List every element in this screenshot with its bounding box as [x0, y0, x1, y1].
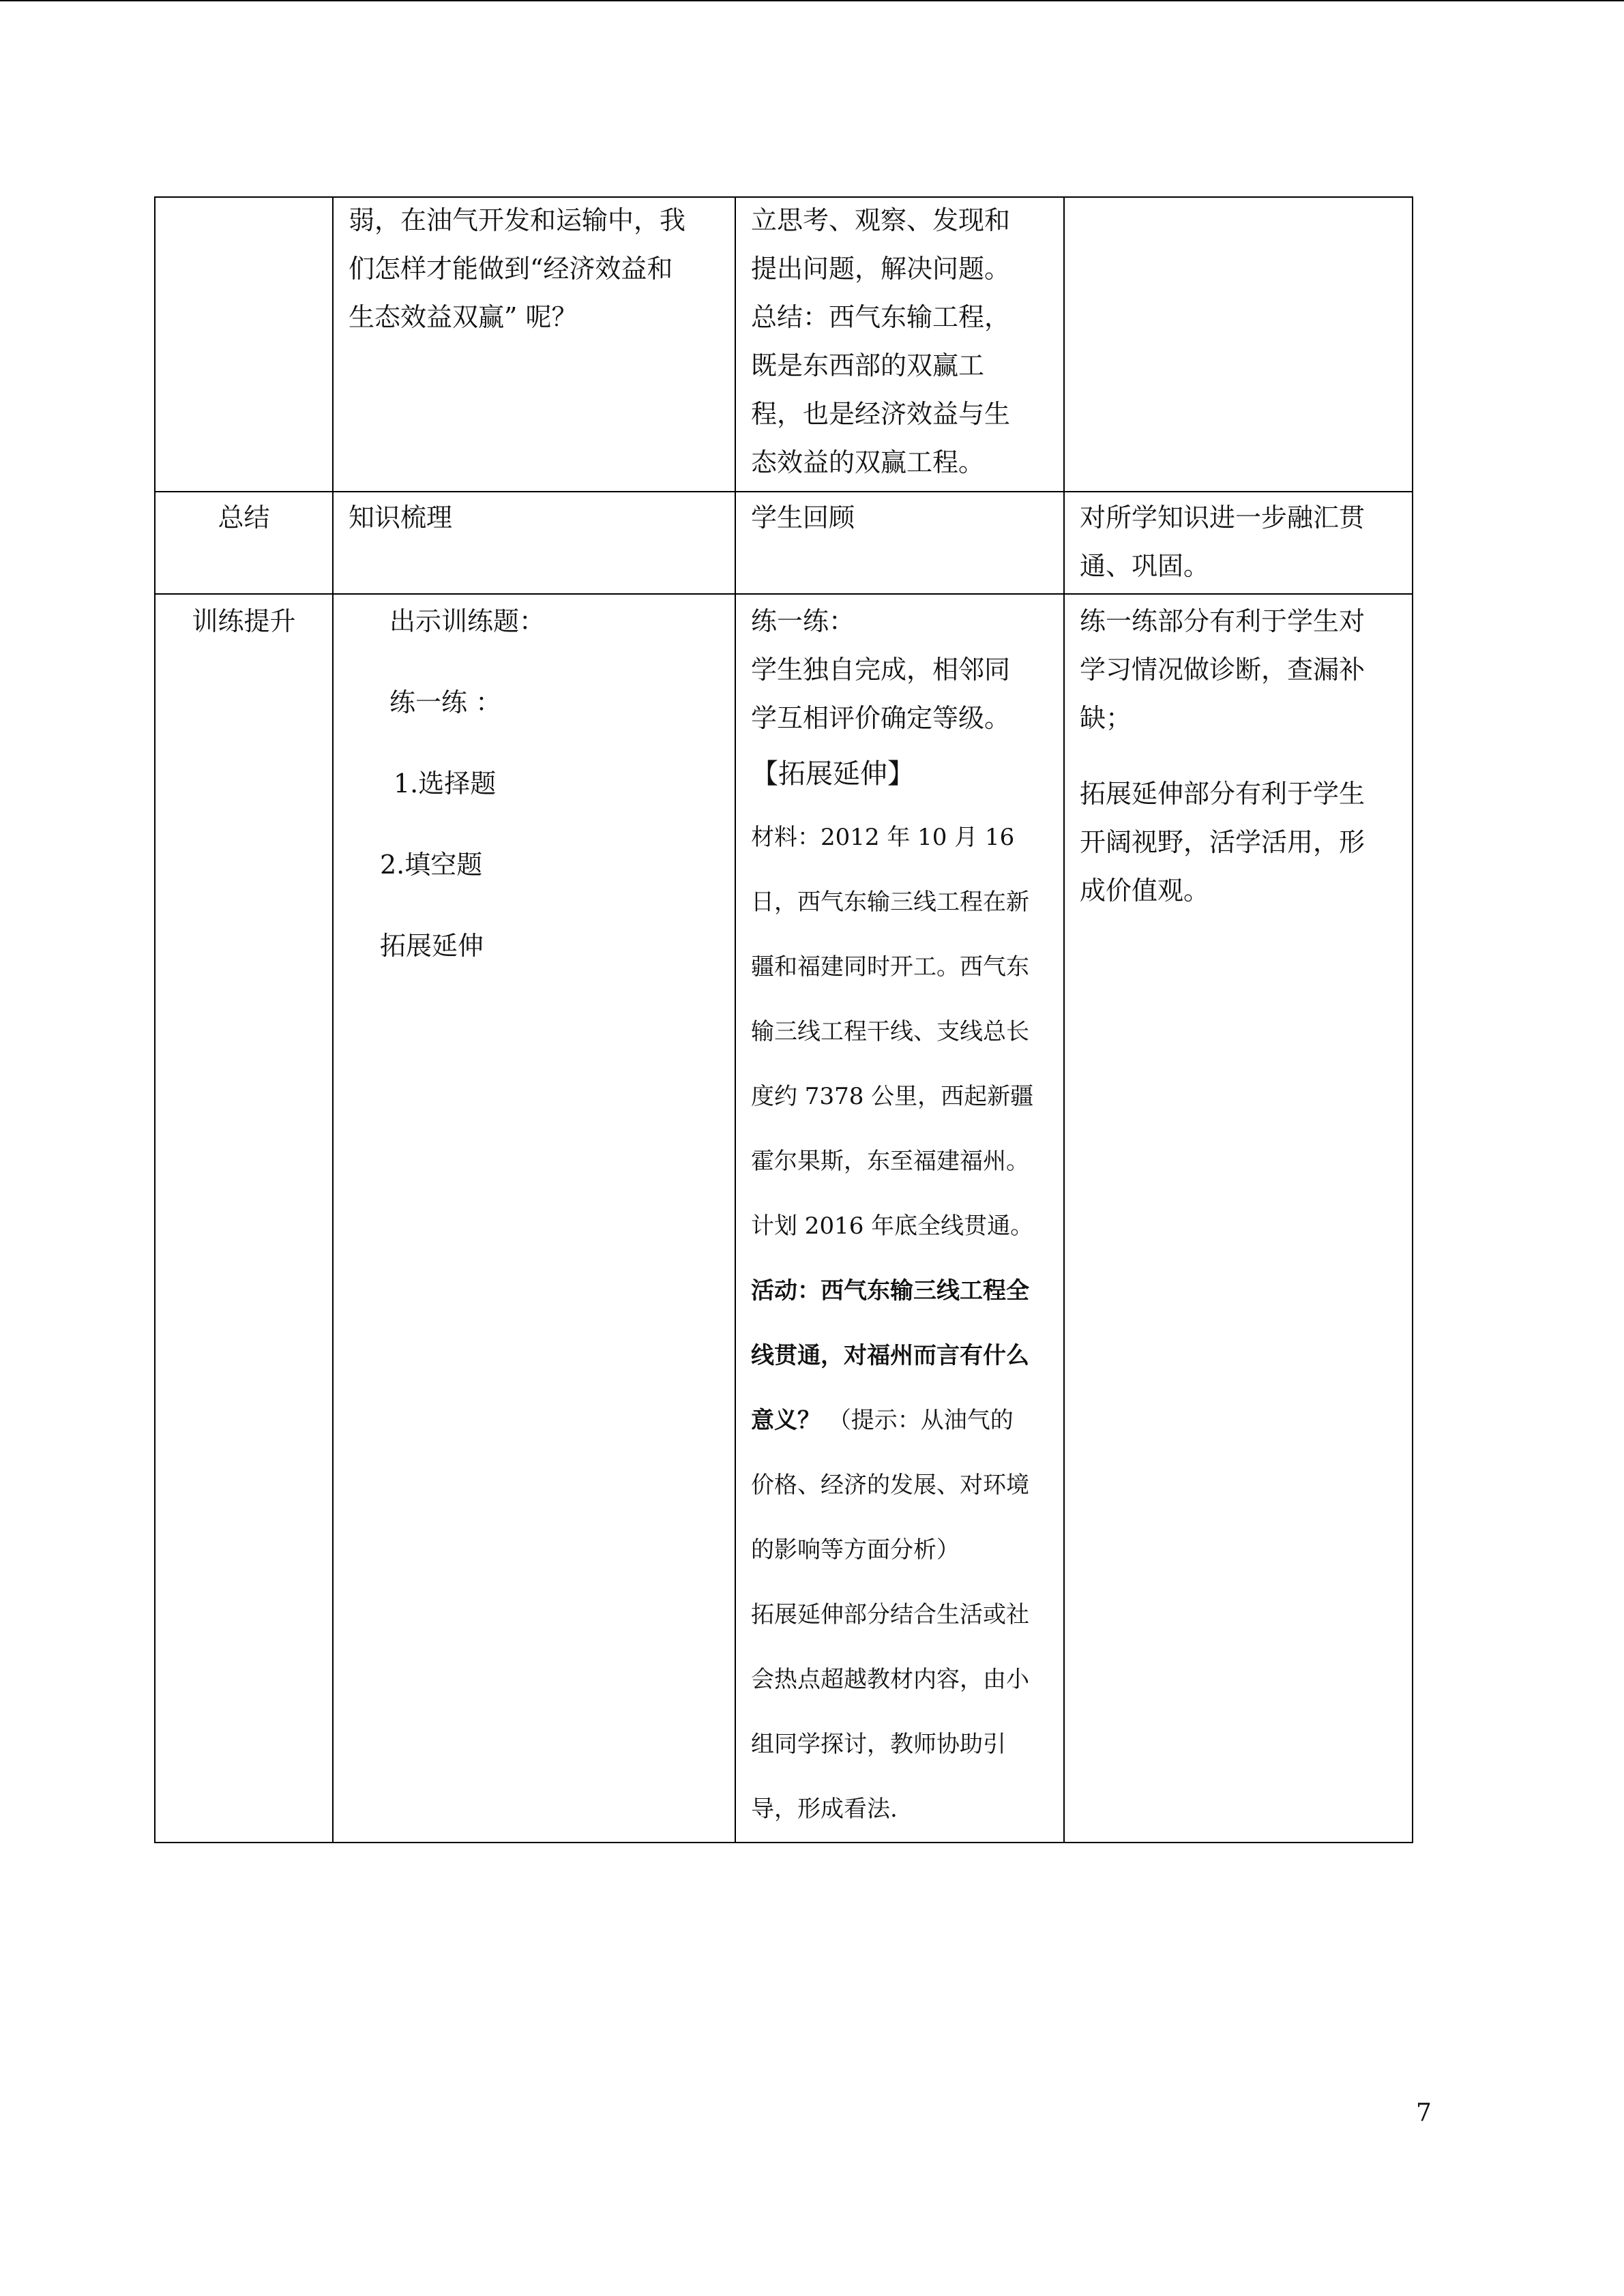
table-row [155, 594, 1413, 1843]
stage-label: 训练提升 [192, 606, 296, 636]
stage-cell [155, 492, 333, 594]
text-line: 霍尔果斯，东至福建福州。 [751, 1148, 1029, 1175]
text-line: 缺； [1080, 703, 1132, 733]
text-line: 组同学探讨，教师协助引 [751, 1731, 1006, 1758]
page-top-rule [0, 0, 1624, 1]
text-line: 提出问题，解决问题。 [751, 254, 1011, 284]
extension-material [751, 805, 1048, 1842]
activity-question-line [751, 1388, 1048, 1453]
stage-label: 总结 [218, 503, 270, 533]
text-line: 弱，在油气开发和运输中，我 [349, 205, 686, 235]
teacher-activity-cell [333, 492, 735, 594]
text-line: 生态效益双赢” 呢？ [349, 302, 578, 332]
text-line: 拓展延伸部分有利于学生 [1080, 779, 1365, 809]
text-line: 拓展延伸 [380, 931, 484, 961]
text-line: 1.选择题 [394, 769, 497, 799]
activity-question: 意义？ [751, 1407, 821, 1434]
text-line: 学生回顾 [751, 503, 855, 533]
text-line: 开阔视野，活学活用，形 [1080, 827, 1365, 857]
text-line: 活动：西气东输三线工程全 [751, 1277, 1029, 1304]
lesson-plan-table [154, 196, 1413, 1843]
text-line: 日，西气东输三线工程在新 [751, 889, 1029, 916]
teacher-activity-cell [333, 197, 735, 492]
text-line: 通、巩固。 [1080, 551, 1210, 581]
text-line: 立思考、观察、发现和 [751, 205, 1011, 235]
text-line: 学生独自完成，相邻同 [751, 655, 1011, 685]
design-intent-cell [1064, 197, 1413, 492]
text-line: 的影响等方面分析） [751, 1536, 960, 1564]
text-line: 线贯通，对福州而言有什么 [751, 1342, 1029, 1369]
text-line: 对所学知识进一步融汇贯 [1080, 503, 1365, 533]
text-line: 成价值观。 [1080, 876, 1210, 906]
text-line: 材料：2012 年 10 月 16 [751, 824, 1015, 851]
student-activity-cell [735, 197, 1064, 492]
table-row [155, 197, 1413, 492]
text-line: 们怎样才能做到“经济效益和 [349, 254, 673, 284]
text-line: 导，形成看法. [751, 1795, 898, 1823]
text-line: 学习情况做诊断，查漏补 [1080, 655, 1365, 685]
text-line: 会热点超越教材内容，由小 [751, 1666, 1029, 1693]
page-number: 7 [1416, 2099, 1432, 2127]
teacher-activity-cell [333, 594, 735, 1843]
text-line: 出示训练题： [389, 606, 546, 636]
text-line: 练一练： [751, 606, 855, 636]
text-line: 价格、经济的发展、对环境 [751, 1472, 1029, 1499]
text-line: 疆和福建同时开工。西气东 [751, 953, 1029, 981]
text-line: 度约 7378 公里，西起新疆 [751, 1083, 1034, 1110]
activity-hint: （提示：从油气的 [827, 1407, 1014, 1434]
text-line: 练一练 ： [389, 687, 502, 717]
design-intent-cell [1064, 594, 1413, 1843]
student-activity-cell [735, 594, 1064, 1843]
stage-cell [155, 594, 333, 1843]
student-activity-cell [735, 492, 1064, 594]
text-line: 练一练部分有利于学生对 [1080, 606, 1365, 636]
text-line: 总结：西气东输工程， [751, 302, 1011, 332]
text-line: 知识梳理 [349, 503, 453, 533]
text-line: 拓展延伸部分结合生活或社 [751, 1601, 1029, 1628]
design-intent-cell [1064, 492, 1413, 594]
text-line: 计划 2016 年底全线贯通。 [751, 1212, 1034, 1240]
text-line: 2.填空题 [380, 850, 483, 880]
text-line: 态效益的双赢工程。 [751, 447, 985, 477]
table-row [155, 492, 1413, 594]
text-line: 输三线工程干线、支线总长 [751, 1018, 1029, 1045]
text-line: 程，也是经济效益与生 [751, 399, 1011, 429]
stage-cell [155, 197, 333, 492]
text-line: 学互相评价确定等级。 [751, 703, 1011, 733]
extension-heading: 【拓展延伸】 [751, 758, 915, 790]
text-line: 既是东西部的双赢工 [751, 351, 985, 381]
